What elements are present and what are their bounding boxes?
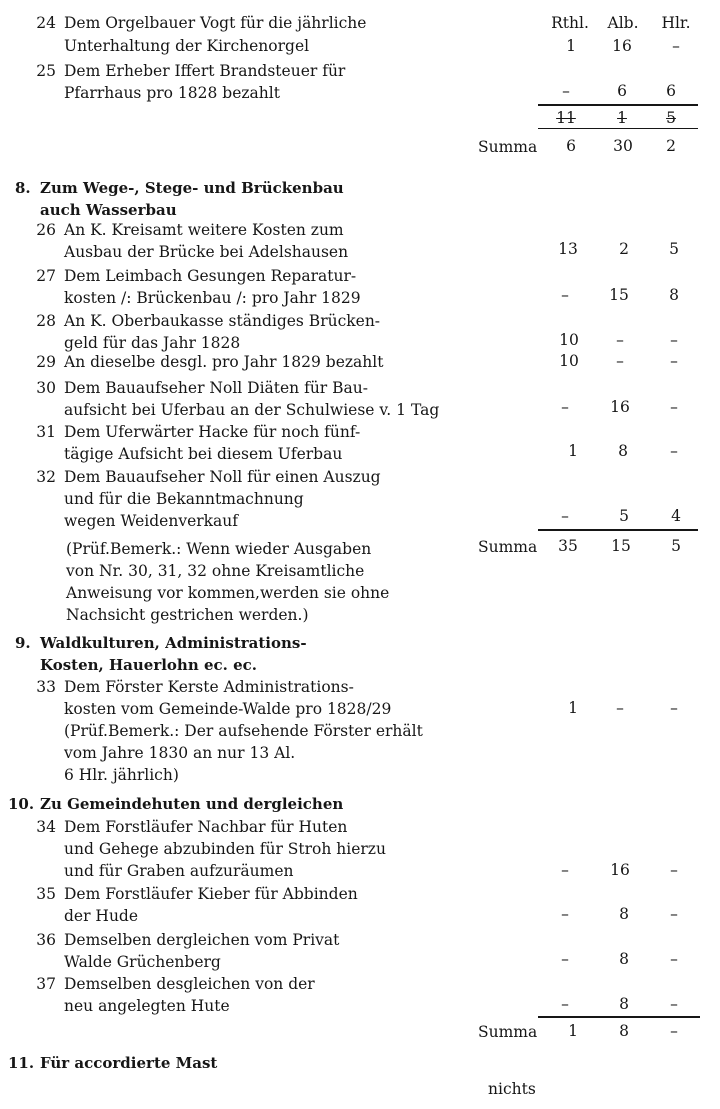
item-number: 24	[36, 14, 56, 32]
item-number: 31	[36, 423, 56, 441]
value-rthl: –	[561, 398, 569, 416]
sum-rule	[538, 104, 698, 106]
section-heading: auch Wasserbau	[40, 201, 177, 219]
sum-hlr: –	[670, 1022, 678, 1040]
value-alb: 5	[619, 507, 629, 525]
sum-rthl: 6	[566, 137, 576, 155]
value-rthl: 10	[559, 331, 579, 349]
remark-text: Anweisung vor kommen,werden sie ohne	[66, 584, 390, 602]
item-number: 26	[36, 221, 56, 239]
item-text: der Hude	[64, 907, 139, 925]
section-heading: Für accordierte Mast	[40, 1054, 218, 1072]
item-number: 27	[36, 267, 56, 285]
struck-value-hlr: 5	[666, 109, 676, 127]
value-hlr: 8	[669, 286, 679, 304]
value-alb: 8	[619, 905, 629, 923]
summa-label: Summa	[478, 538, 538, 556]
struck-value-alb: 1	[617, 109, 627, 127]
struck-value-rthl: 11	[556, 109, 576, 127]
item-text: Dem Forstläufer Kieber für Abbinden	[64, 885, 358, 903]
value-alb: 16	[610, 861, 630, 879]
item-text: Dem Bauaufseher Noll Diäten für Bau-	[64, 379, 368, 397]
item-text: und für Graben aufzuräumen	[64, 862, 294, 880]
item-number: 29	[36, 353, 56, 371]
item-number: 34	[36, 818, 56, 836]
value-rthl: 13	[558, 240, 578, 258]
item-text: 6 Hlr. jährlich)	[64, 766, 179, 784]
value-hlr: 6	[666, 82, 676, 100]
value-rthl: –	[561, 286, 569, 304]
item-text: Demselben dergleichen vom Privat	[64, 931, 340, 949]
sum-rule	[538, 529, 698, 531]
item-text: An K. Oberbaukasse ständiges Brücken-	[64, 312, 381, 330]
section-number: 11.	[8, 1054, 35, 1072]
item-text: kosten /: Brückenbau /: pro Jahr 1829	[64, 289, 361, 307]
value-alb: –	[616, 331, 624, 349]
section-heading: Kosten, Hauerlohn ec. ec.	[40, 656, 257, 674]
item-number: 37	[36, 975, 56, 993]
value-hlr: –	[670, 699, 678, 717]
value-alb: 15	[609, 286, 629, 304]
item-text: kosten vom Gemeinde-Walde pro 1828/29	[64, 700, 392, 718]
value-alb: 8	[618, 442, 628, 460]
summa-label: Summa	[478, 1023, 538, 1041]
item-number: 30	[36, 379, 56, 397]
item-text: Demselben desgleichen von der	[64, 975, 315, 993]
item-text: Dem Erheber Iffert Brandsteuer für	[64, 62, 346, 80]
value-hlr: –	[670, 442, 678, 460]
value-hlr: –	[670, 995, 678, 1013]
value-hlr: –	[670, 398, 678, 416]
value-rthl: –	[562, 82, 570, 100]
value-alb: 8	[619, 995, 629, 1013]
value-alb: –	[616, 352, 624, 370]
item-text: und für die Bekanntmachnung	[64, 490, 304, 508]
item-number: 32	[36, 468, 56, 486]
sum-hlr: 5	[671, 537, 681, 555]
item-number: 33	[36, 678, 56, 696]
value-rthl: –	[561, 950, 569, 968]
value-hlr: 5	[669, 240, 679, 258]
sum-rule	[538, 1016, 700, 1018]
sum-alb: 8	[619, 1022, 629, 1040]
item-number: 36	[36, 931, 56, 949]
item-text: neu angelegten Hute	[64, 997, 230, 1015]
remark-text: Nachsicht gestrichen werden.)	[66, 606, 309, 624]
value-hlr: –	[670, 331, 678, 349]
value-rthl: –	[561, 507, 569, 525]
value-rthl: 1	[566, 37, 576, 55]
item-text: Dem Forstläufer Nachbar für Huten	[64, 818, 348, 836]
item-text: Ausbau der Brücke bei Adelshausen	[64, 243, 349, 261]
item-text: Dem Orgelbauer Vogt für die jährliche	[64, 14, 367, 32]
item-text: tägige Aufsicht bei diesem Uferbau	[64, 445, 343, 463]
item-text: Walde Grüchenberg	[64, 953, 221, 971]
item-text: Dem Bauaufseher Noll für einen Auszug	[64, 468, 381, 486]
item-text: vom Jahre 1830 an nur 13 Al.	[64, 744, 296, 762]
item-number: 35	[36, 885, 56, 903]
value-hlr: 4	[671, 507, 681, 525]
item-number: 25	[36, 62, 56, 80]
item-text: Unterhaltung der Kirchenorgel	[64, 37, 310, 55]
summa-label: Summa	[478, 138, 538, 156]
value-alb: 8	[619, 950, 629, 968]
item-text: Dem Uferwärter Hacke für noch fünf-	[64, 423, 361, 441]
section-heading: Waldkulturen, Administrations-	[40, 634, 307, 652]
remark-text: (Prüf.Bemerk.: Wenn wieder Ausgaben	[66, 540, 372, 558]
item-text: An K. Kreisamt weitere Kosten zum	[64, 221, 344, 239]
item-text: aufsicht bei Uferbau an der Schulwiese v. 1 Tag	[64, 401, 440, 419]
section-number: 9.	[15, 634, 31, 652]
sum-hlr: 2	[666, 137, 676, 155]
item-number: 28	[36, 312, 56, 330]
section-heading: Zu Gemeindehuten und dergleichen	[40, 795, 344, 813]
section-heading: Zum Wege-, Stege- und Brückenbau	[40, 179, 344, 197]
value-rthl: 10	[559, 352, 579, 370]
value-alb: 16	[610, 398, 630, 416]
sum-rthl: 1	[568, 1022, 578, 1040]
value-rthl: 1	[568, 699, 578, 717]
nothing-entry: nichts	[488, 1080, 536, 1098]
item-text: wegen Weidenverkauf	[64, 512, 239, 530]
value-rthl: –	[561, 995, 569, 1013]
item-text: (Prüf.Bemerk.: Der aufsehende Förster erhält	[64, 722, 423, 740]
sum-alb: 30	[613, 137, 633, 155]
value-hlr: –	[670, 861, 678, 879]
value-rthl: –	[561, 861, 569, 879]
item-text: Dem Leimbach Gesungen Reparatur-	[64, 267, 357, 285]
value-alb: 16	[612, 37, 632, 55]
value-rthl: –	[561, 905, 569, 923]
value-alb: 6	[617, 82, 627, 100]
item-text: Pfarrhaus pro 1828 bezahlt	[64, 84, 280, 102]
section-number: 10.	[8, 795, 35, 813]
item-text: An dieselbe desgl. pro Jahr 1829 bezahlt	[64, 353, 384, 371]
remark-text: von Nr. 30, 31, 32 ohne Kreisamtliche	[66, 562, 365, 580]
column-header-hlr: Hlr.	[661, 14, 691, 32]
item-text: und Gehege abzubinden für Stroh hierzu	[64, 840, 386, 858]
item-text: Dem Förster Kerste Administrations-	[64, 678, 354, 696]
value-alb: 2	[619, 240, 629, 258]
value-hlr: –	[670, 950, 678, 968]
value-hlr: –	[670, 352, 678, 370]
section-number: 8.	[15, 179, 31, 197]
value-alb: –	[616, 699, 624, 717]
value-hlr: –	[672, 37, 680, 55]
sum-rthl: 35	[558, 537, 578, 555]
sum-alb: 15	[611, 537, 631, 555]
value-hlr: –	[670, 905, 678, 923]
column-header-rthl: Rthl.	[551, 14, 589, 32]
item-text: geld für das Jahr 1828	[64, 334, 241, 352]
column-header-alb: Alb.	[607, 14, 639, 32]
sum-rule	[538, 128, 698, 129]
value-rthl: 1	[568, 442, 578, 460]
